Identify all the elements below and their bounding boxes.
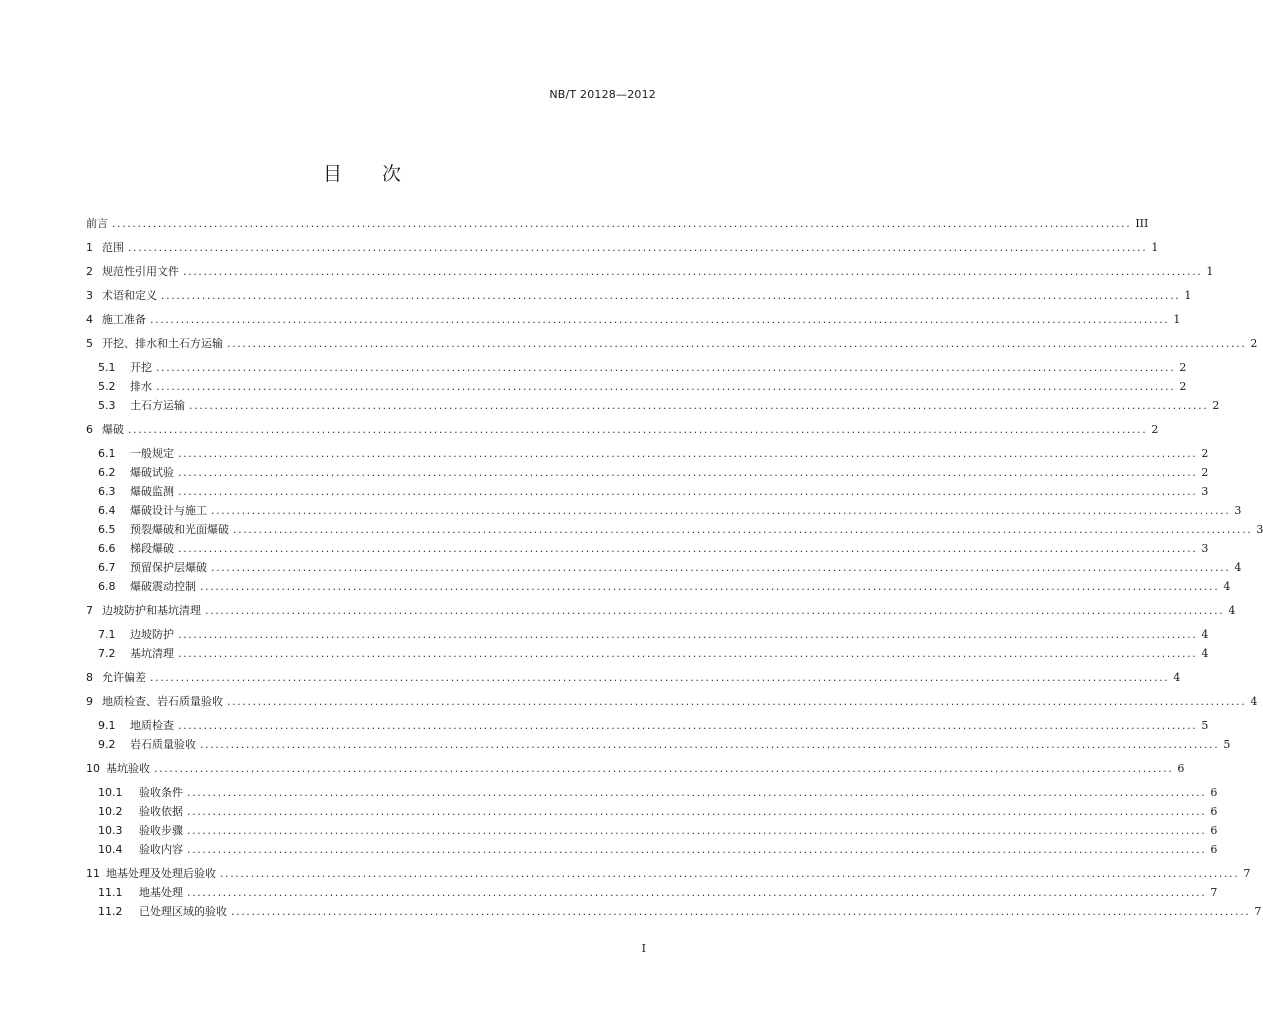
toc-entry[interactable] [98, 823, 1218, 839]
toc-entry[interactable] [98, 842, 1218, 858]
toc-entry-label: 验收内容 [139, 843, 183, 856]
toc-entry-page: 6 [1210, 805, 1218, 818]
dot-leader: ........................................................................................................................................................................................................ [231, 905, 1251, 918]
toc-entry-page: 5 [1201, 719, 1209, 732]
toc-entry-number: 6.5 [98, 523, 116, 536]
toc-entry-page: 7 [1210, 886, 1218, 899]
toc-entry-number: 10.4 [98, 843, 123, 856]
toc-entry-page: 2 [1179, 380, 1187, 393]
toc-entry-label: 施工准备 [102, 313, 146, 326]
toc-entry-page: 3 [1234, 504, 1242, 517]
toc-entry-number: 6.2 [98, 466, 116, 479]
dot-leader: ........................................................................................................................................................................................................ [233, 523, 1253, 536]
toc-entry-label: 边坡防护和基坑清理 [102, 604, 201, 617]
dot-leader: ........................................................................................................................................................................................................ [150, 313, 1170, 326]
toc-entry[interactable] [98, 465, 1209, 481]
toc-entry-page: 6 [1210, 843, 1218, 856]
toc-entry-number: 10.1 [98, 786, 123, 799]
toc-entry-label: 爆破试验 [130, 466, 174, 479]
toc-entry[interactable] [98, 398, 1220, 414]
toc-entry-label: 地基处理及处理后验收 [106, 867, 216, 880]
toc-entry[interactable] [98, 737, 1231, 753]
toc-entry-number: 8 [86, 671, 93, 684]
toc-entry[interactable] [86, 761, 1185, 777]
dot-leader: ........................................................................................................................................................................................................ [156, 361, 1176, 374]
toc-entry-page: 6 [1210, 786, 1218, 799]
toc-entry-number: 2 [86, 265, 93, 278]
toc-entry-page: 6 [1210, 824, 1218, 837]
title-part-2: 次 [382, 163, 402, 185]
toc-entry-page: 4 [1234, 561, 1242, 574]
dot-leader: ........................................................................................................................................................................................................ [128, 241, 1148, 254]
toc-entry-number: 4 [86, 313, 93, 326]
toc-entry-page: 2 [1151, 423, 1159, 436]
toc-entry-number: 6.6 [98, 542, 116, 555]
dot-leader: ........................................................................................................................................................................................................ [156, 380, 1176, 393]
page-title [0, 159, 724, 186]
dot-leader: ........................................................................................................................................................................................................ [187, 786, 1207, 799]
dot-leader: ........................................................................................................................................................................................................ [178, 466, 1198, 479]
toc-entry-label: 规范性引用文件 [102, 265, 179, 278]
toc-entry-number: 10.3 [98, 824, 123, 837]
toc-entry-page: 4 [1201, 628, 1209, 641]
toc-entry-number: 6 [86, 423, 93, 436]
toc-entry-label: 已处理区域的验收 [139, 905, 227, 918]
toc-entry-page: 4 [1173, 671, 1181, 684]
toc-entry[interactable] [98, 541, 1209, 557]
toc-entry-label: 梯段爆破 [130, 542, 174, 555]
toc-entry[interactable] [98, 579, 1231, 595]
toc-entry-page: 4 [1223, 580, 1231, 593]
toc-entry-label: 爆破震动控制 [130, 580, 196, 593]
toc-entry-label: 前言 [86, 217, 108, 230]
dot-leader: ........................................................................................................................................................................................................ [187, 886, 1207, 899]
dot-leader: ........................................................................................................................................................................................................ [161, 289, 1181, 302]
toc-entry-number: 6.4 [98, 504, 116, 517]
toc-entry-page: 2 [1250, 337, 1258, 350]
dot-leader: ........................................................................................................................................................................................................ [178, 628, 1198, 641]
dot-leader: ........................................................................................................................................................................................................ [187, 843, 1207, 856]
dot-leader: ........................................................................................................................................................................................................ [178, 719, 1198, 732]
toc-entry-number: 5.1 [98, 361, 116, 374]
toc-entry[interactable] [98, 379, 1187, 395]
toc-entry-label: 预裂爆破和光面爆破 [130, 523, 229, 536]
toc-entry[interactable] [98, 560, 1242, 576]
dot-leader: ........................................................................................................................................................................................................ [178, 447, 1198, 460]
toc-entry-page: 2 [1201, 447, 1209, 460]
toc-entry-number: 7.2 [98, 647, 116, 660]
toc-entry[interactable] [98, 785, 1218, 801]
toc-entry[interactable] [86, 240, 1159, 256]
toc-entry-label: 岩石质量验收 [130, 738, 196, 751]
toc-entry-label: 验收依据 [139, 805, 183, 818]
toc-entry[interactable] [98, 646, 1209, 662]
toc-entry-label: 地质检查、岩石质量验收 [102, 695, 223, 708]
toc-entry[interactable] [86, 422, 1159, 438]
toc-entry-page: 4 [1250, 695, 1258, 708]
toc-entry[interactable] [98, 885, 1218, 901]
toc-entry[interactable] [86, 264, 1214, 280]
toc-entry-label: 爆破 [102, 423, 124, 436]
toc-entry-page: 1 [1151, 241, 1159, 254]
toc-entry-label: 一般规定 [130, 447, 174, 460]
dot-leader: ........................................................................................................................................................................................................ [178, 542, 1198, 555]
toc-entry-number: 5.3 [98, 399, 116, 412]
dot-leader: ........................................................................................................................................................................................................ [227, 337, 1247, 350]
toc-entry[interactable] [86, 336, 1258, 352]
toc-entry-number: 9.2 [98, 738, 116, 751]
toc-entry-label: 爆破监测 [130, 485, 174, 498]
toc-entry[interactable] [98, 522, 1263, 538]
dot-leader: ........................................................................................................................................................................................................ [189, 399, 1209, 412]
toc-entry-label: 范围 [102, 241, 124, 254]
toc-entry[interactable] [86, 288, 1192, 304]
toc-entry-page: 4 [1228, 604, 1236, 617]
toc-entry-label: 地基处理 [139, 886, 183, 899]
toc-entry[interactable] [98, 904, 1262, 920]
toc-entry[interactable] [98, 718, 1209, 734]
standard-code: NB/T 20128—2012 [549, 88, 656, 101]
toc-entry-label: 开挖、排水和土石方运输 [102, 337, 223, 350]
toc-entry-page: 5 [1223, 738, 1231, 751]
toc-entry-page: 6 [1177, 762, 1185, 775]
toc-entry-number: 7 [86, 604, 93, 617]
toc-entry[interactable] [86, 866, 1251, 882]
page-number: I [641, 942, 646, 955]
toc-entry-number: 11.2 [98, 905, 123, 918]
toc-entry-label: 验收步骤 [139, 824, 183, 837]
toc-entry-number: 9.1 [98, 719, 116, 732]
dot-leader: ........................................................................................................................................................................................................ [154, 762, 1174, 775]
toc-entry-page: 3 [1201, 542, 1209, 555]
dot-leader: ........................................................................................................................................................................................................ [211, 504, 1231, 517]
toc-entry-page: 4 [1201, 647, 1209, 660]
toc-entry[interactable] [86, 603, 1236, 619]
toc-entry-number: 3 [86, 289, 93, 302]
toc-entry-label: 爆破设计与施工 [130, 504, 207, 517]
toc-entry-page: 1 [1206, 265, 1214, 278]
toc-entry[interactable] [86, 216, 1149, 232]
toc-entry[interactable] [98, 360, 1187, 376]
dot-leader: ........................................................................................................................................................................................................ [200, 738, 1220, 751]
toc-entry-page: 3 [1201, 485, 1209, 498]
toc-entry[interactable] [98, 484, 1209, 500]
toc-entry-number: 1 [86, 241, 93, 254]
dot-leader: ........................................................................................................................................................................................................ [220, 867, 1240, 880]
dot-leader: ........................................................................................................................................................................................................ [205, 604, 1225, 617]
toc-entry[interactable] [98, 503, 1242, 519]
dot-leader: ........................................................................................................................................................................................................ [150, 671, 1170, 684]
toc-entry-page: 2 [1212, 399, 1220, 412]
toc-entry[interactable] [86, 670, 1181, 686]
toc-entry-page: 2 [1179, 361, 1187, 374]
dot-leader: ........................................................................................................................................................................................................ [211, 561, 1231, 574]
toc-entry-page: III [1135, 217, 1149, 230]
toc-entry-label: 允许偏差 [102, 671, 146, 684]
toc-entry-number: 5.2 [98, 380, 116, 393]
toc-entry-label: 基坑清理 [130, 647, 174, 660]
toc-entry-page: 3 [1256, 523, 1263, 536]
toc-entry-number: 6.7 [98, 561, 116, 574]
title-part-1: 目 [322, 163, 342, 185]
dot-leader: ........................................................................................................................................................................................................ [200, 580, 1220, 593]
toc-entry-page: 1 [1184, 289, 1192, 302]
toc-entry-number: 7.1 [98, 628, 116, 641]
toc-entry-number: 9 [86, 695, 93, 708]
toc-entry-number: 11.1 [98, 886, 123, 899]
dot-leader: ........................................................................................................................................................................................................ [183, 265, 1203, 278]
toc-entry-label: 预留保护层爆破 [130, 561, 207, 574]
dot-leader: ........................................................................................................................................................................................................ [128, 423, 1148, 436]
toc-entry-page: 7 [1254, 905, 1262, 918]
toc-entry-number: 6.3 [98, 485, 116, 498]
toc-entry-label: 排水 [130, 380, 152, 393]
toc-entry-number: 10.2 [98, 805, 123, 818]
toc-entry-label: 基坑验收 [106, 762, 150, 775]
toc-entry-page: 7 [1243, 867, 1251, 880]
toc-entry[interactable] [86, 694, 1258, 710]
toc-entry-label: 术语和定义 [102, 289, 157, 302]
toc-entry-label: 地质检查 [130, 719, 174, 732]
toc-entry[interactable] [98, 627, 1209, 643]
toc-entry-number: 6.8 [98, 580, 116, 593]
toc-entry-label: 开挖 [130, 361, 152, 374]
toc-entry-label: 边坡防护 [130, 628, 174, 641]
toc-entry-number: 5 [86, 337, 93, 350]
toc-entry-number: 10 [86, 762, 100, 775]
toc-entry-page: 1 [1173, 313, 1181, 326]
dot-leader: ........................................................................................................................................................................................................ [187, 824, 1207, 837]
toc-entry-page: 2 [1201, 466, 1209, 479]
toc-entry-label: 土石方运输 [130, 399, 185, 412]
toc-entry[interactable] [86, 312, 1181, 328]
toc-entry[interactable] [98, 804, 1218, 820]
toc-entry[interactable] [98, 446, 1209, 462]
dot-leader: ........................................................................................................................................................................................................ [187, 805, 1207, 818]
dot-leader: ........................................................................................................................................................................................................ [178, 485, 1198, 498]
dot-leader: ........................................................................................................................................................................................................ [227, 695, 1247, 708]
dot-leader: ........................................................................................................................................................................................................ [178, 647, 1198, 660]
dot-leader: ........................................................................................................................................................................................................ [112, 217, 1132, 230]
toc-entry-label: 验收条件 [139, 786, 183, 799]
toc-entry-number: 11 [86, 867, 100, 880]
toc-entry-number: 6.1 [98, 447, 116, 460]
